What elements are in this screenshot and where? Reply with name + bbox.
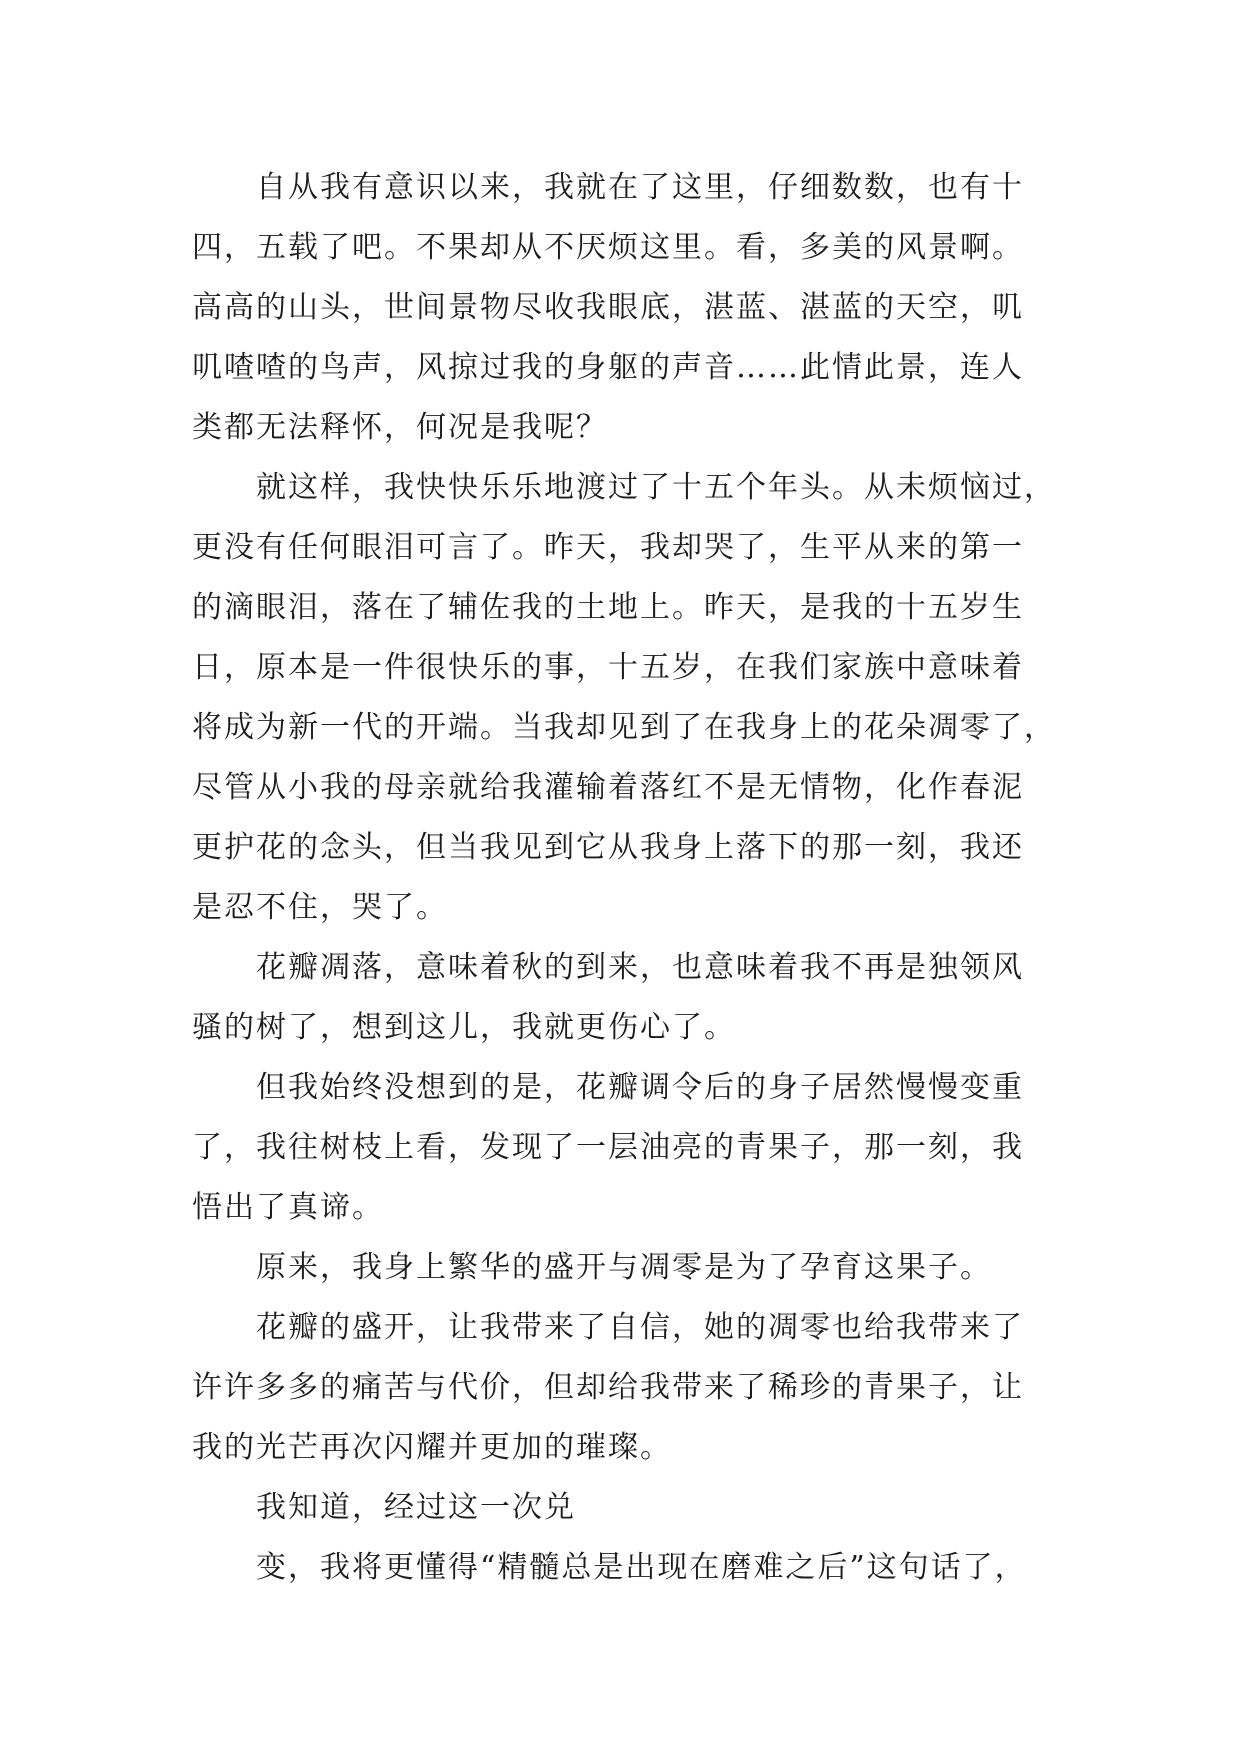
text-line: 了，我往树枝上看，发现了一层油亮的青果子，那一刻，我 bbox=[192, 1130, 1024, 1165]
text-line: 花瓣的盛开，让我带来了自信，她的凋零也给我带来了 bbox=[256, 1310, 1024, 1345]
text-line: 我知道，经过这一次兑 bbox=[256, 1490, 576, 1525]
text-line: 我的光芒再次闪耀并更加的璀璨。 bbox=[192, 1430, 672, 1465]
text-line: 将成为新一代的开端。当我却见到了在我身上的花朵凋零了， bbox=[192, 710, 1056, 745]
text-line: 高高的山头，世间景物尽收我眼底，湛蓝、湛蓝的天空，叽 bbox=[192, 290, 1024, 325]
text-line: 更没有任何眼泪可言了。昨天，我却哭了，生平从来的第一 bbox=[192, 530, 1024, 565]
text-line: 悟出了真谛。 bbox=[192, 1190, 384, 1225]
text-line: 类都无法释怀，何况是我呢？ bbox=[192, 410, 608, 445]
text-line: 骚的树了，想到这儿，我就更伤心了。 bbox=[192, 1010, 736, 1045]
text-line: 的滴眼泪，落在了辅佐我的土地上。昨天，是我的十五岁生 bbox=[192, 590, 1024, 625]
text-line: 四，五载了吧。不果却从不厌烦这里。看，多美的风景啊。 bbox=[192, 230, 1024, 265]
text-line: 日，原本是一件很快乐的事，十五岁，在我们家族中意味着 bbox=[192, 650, 1024, 685]
text-line: 尽管从小我的母亲就给我灌输着落红不是无情物，化作春泥 bbox=[192, 770, 1024, 805]
text-line: 就这样，我快快乐乐地渡过了十五个年头。从未烦恼过， bbox=[256, 470, 1056, 505]
text-line: 自从我有意识以来，我就在了这里，仔细数数，也有十 bbox=[256, 170, 1024, 205]
text-line: 原来，我身上繁华的盛开与凋零是为了孕育这果子。 bbox=[256, 1250, 992, 1285]
text-line: 但我始终没想到的是，花瓣调令后的身子居然慢慢变重 bbox=[256, 1070, 1024, 1105]
text-line: 叽喳喳的鸟声，风掠过我的身躯的声音……此情此景，连人 bbox=[192, 350, 1024, 385]
text-line: 是忍不住，哭了。 bbox=[192, 890, 448, 925]
text-line: 许许多多的痛苦与代价，但却给我带来了稀珍的青果子，让 bbox=[192, 1370, 1024, 1405]
text-line: 更护花的念头，但当我见到它从我身上落下的那一刻，我还 bbox=[192, 830, 1024, 865]
text-line: 变，我将更懂得“精髓总是出现在磨难之后”这句话了， bbox=[256, 1550, 1027, 1585]
essay-body bbox=[192, 158, 1062, 1598]
text-line: 花瓣凋落，意味着秋的到来，也意味着我不再是独领风 bbox=[256, 950, 1024, 985]
